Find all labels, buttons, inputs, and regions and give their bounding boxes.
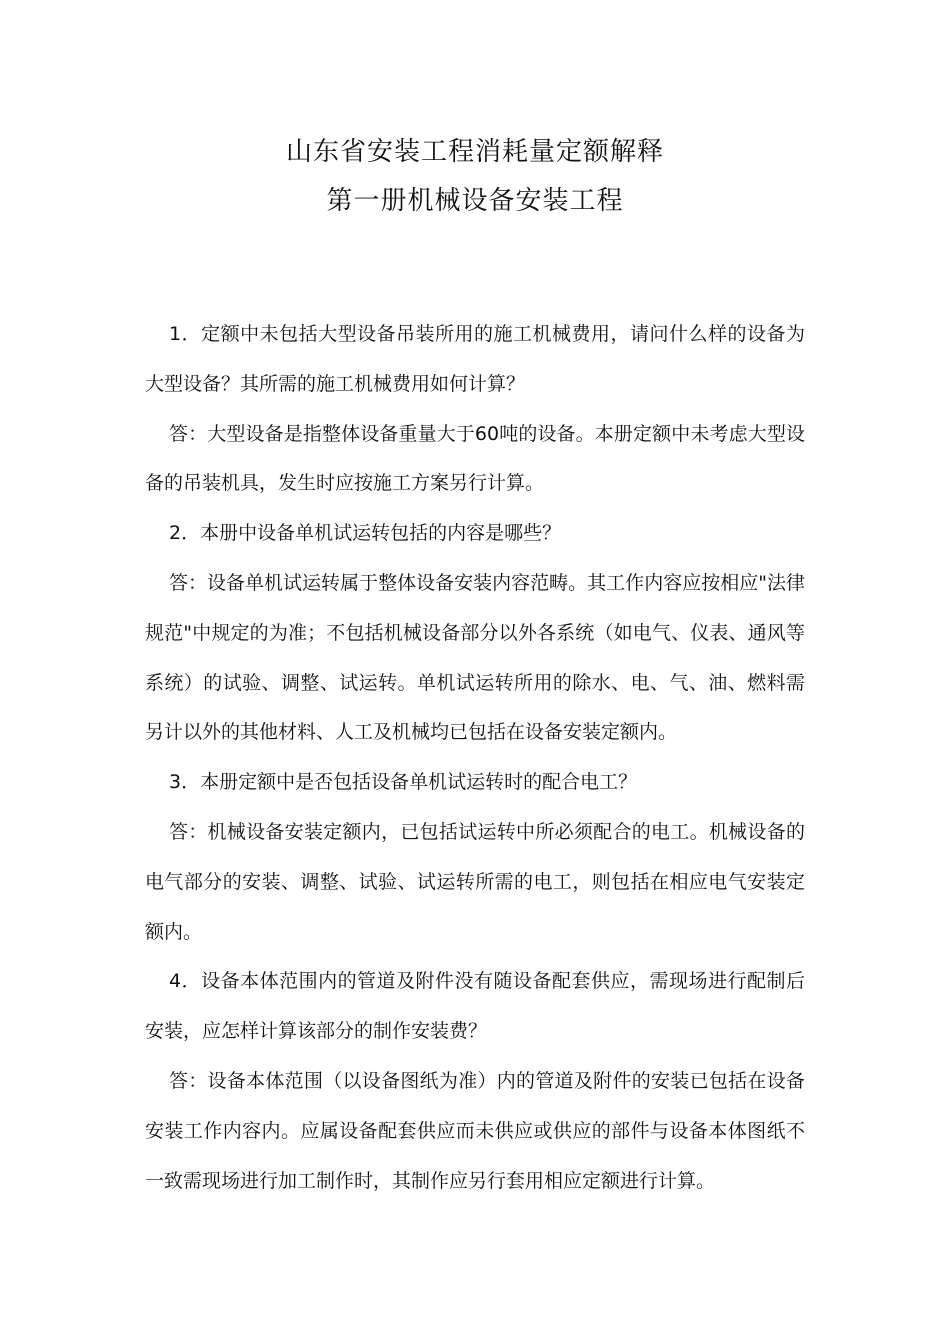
answer-3: 答：机械设备安装定额内，已包括试运转中所必须配合的电工。机械设备的电气部分的安装、调整、试验、试运转所需的电工，则包括在相应电气安装定额内。 xyxy=(145,820,805,943)
question-2: 2．本册中设备单机试运转包括的内容是哪些？ xyxy=(169,522,562,545)
answer-1: 答：大型设备是指整体设备重量大于60吨的设备。本册定额中未考虑大型设备的吊装机具，发生时应按施工方案另行计算。 xyxy=(145,422,805,495)
answer-2: 答：设备单机试运转属于整体设备安装内容范畴。其工作内容应按相应"法律规范"中规定的为准；不包括机械设备部分以外各系统（如电气、仪表、通风等系统）的试验、调整、试运转。单机试运转所用的除水、电、气、油、燃料需另计以外的其他材料、人工及机械均已包括在设备安装定额内。 xyxy=(145,571,805,744)
question-4: 4．设备本体范围内的管道及附件没有随设备配套供应，需现场进行配制后安装，应怎样计算该部分的制作安装费？ xyxy=(145,970,805,1043)
answer-4: 答：设备本体范围（以设备图纸为准）内的管道及附件的安装已包括在设备安装工作内容内。应属设备配套供应而未供应或供应的部件与设备本体图纸不一致需现场进行加工制作时，其制作应另行套用相应定额进行计算。 xyxy=(145,1069,805,1192)
document-body xyxy=(145,310,805,1206)
document-subtitle: 第一册机械设备安装工程 xyxy=(326,186,624,216)
question-1: 1．定额中未包括大型设备吊装所用的施工机械费用，请问什么样的设备为大型设备？其所需的施工机械费用如何计算？ xyxy=(145,323,805,395)
question-3: 3．本册定额中是否包括设备单机试运转时的配合电工？ xyxy=(169,771,638,794)
document-title: 山东省安装工程消耗量定额解释 xyxy=(285,137,664,167)
